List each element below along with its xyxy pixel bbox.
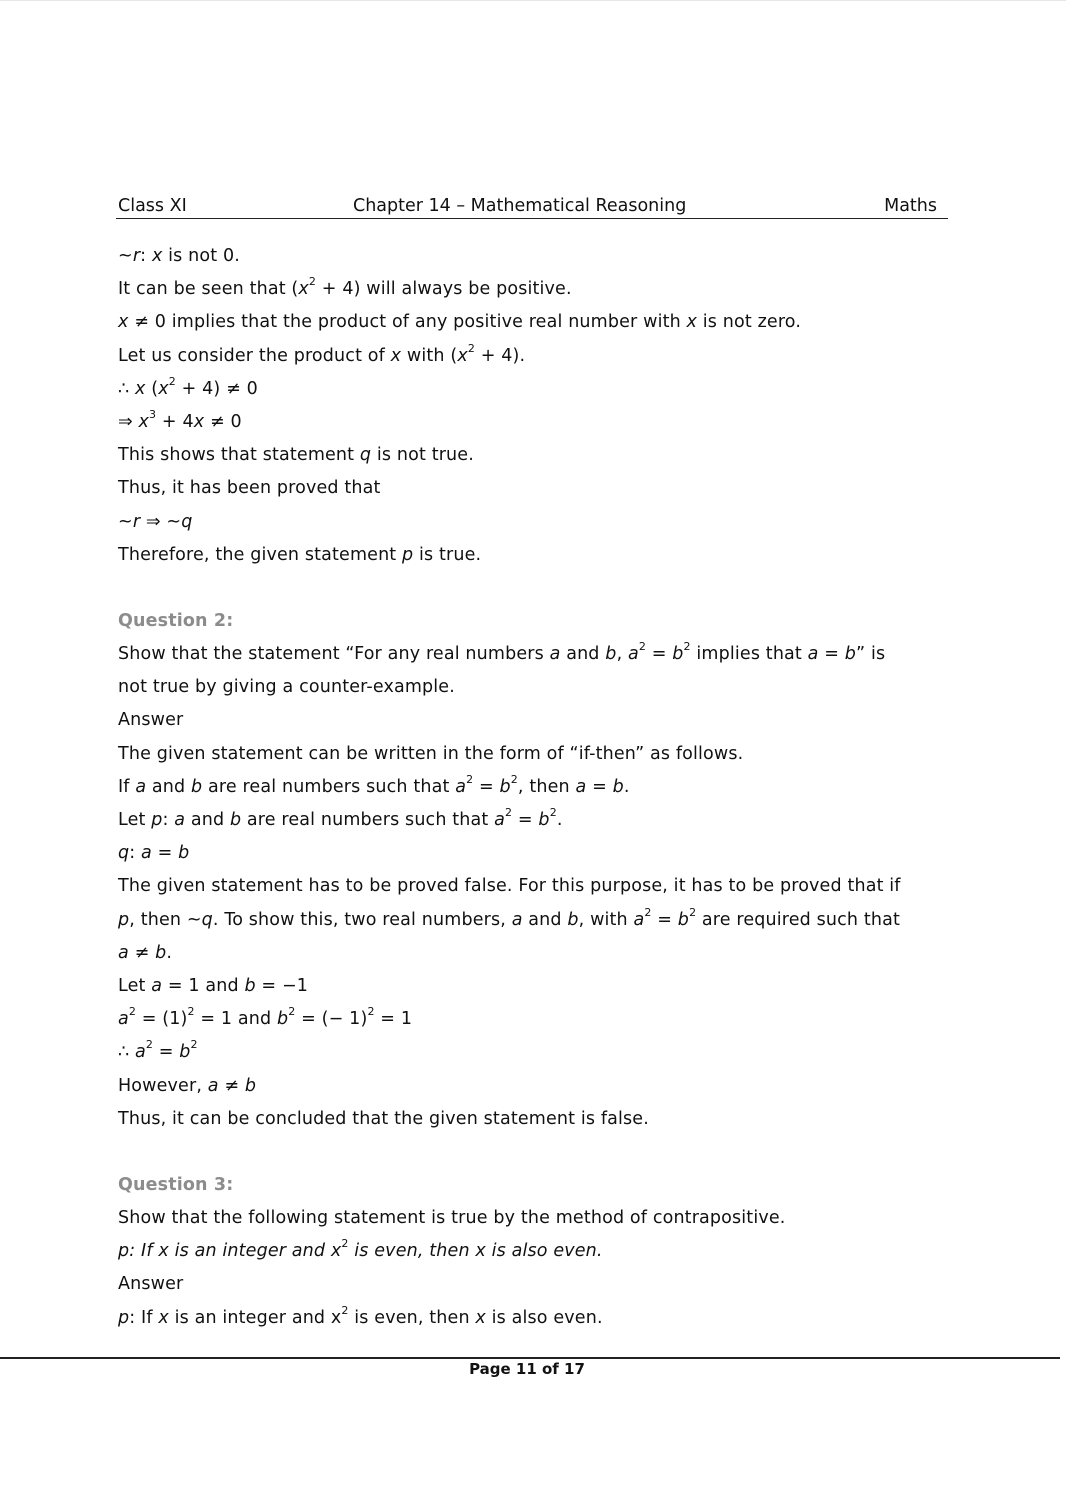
question-3-heading: Question 3: <box>118 1174 234 1195</box>
question-2-text: Show that the statement “For any real numbers a and b, $a^2 = b^2$ implies that a = b” is <box>118 640 886 665</box>
footer-rule <box>0 1357 1060 1359</box>
text-line: If a and b are real numbers such that $a^2 = b^2$, then a = b. <box>118 772 630 797</box>
text-line: Let us consider the product of x with $(x^2 + 4)$. <box>118 341 526 366</box>
question-3-statement: p: If x is an integer and $x^2$ is even, then x is also even. <box>118 1237 603 1262</box>
text-line: q: a = b <box>118 843 190 864</box>
question-2-heading: Question 2: <box>118 610 234 631</box>
text-line: However, a ≠ b <box>118 1075 257 1096</box>
text-line: p, then ~q. To show this, two real numbers, a and b, with $a^2 = b^2$ are required such that <box>118 905 901 930</box>
text-line: Thus, it can be concluded that the given statement is false. <box>118 1108 649 1129</box>
page-number: Page 11 of 17 <box>469 1360 585 1378</box>
equation-line: ~r ⇒ ~q <box>118 511 193 532</box>
question-2-text: not true by giving a counter-example. <box>118 677 455 698</box>
equation-line: ∴ $a^2 = b^2$ <box>118 1038 198 1063</box>
text-line: x ≠ 0 implies that the product of any positive real number with x is not zero. <box>118 312 802 333</box>
header-class: Class XI <box>118 196 187 216</box>
page-header <box>116 196 948 219</box>
text-line: The given statement can be written in the form of “if-then” as follows. <box>118 743 744 764</box>
text-line: p: If x is an integer and $x^2$ is even, then x is also even. <box>118 1303 603 1328</box>
answer-label: Answer <box>118 1274 184 1295</box>
equation-line: ⇒ $x^3 + 4x \ne 0$ <box>118 408 242 432</box>
text-line: a ≠ b. <box>118 942 173 963</box>
text-line: Thus, it has been proved that <box>118 478 381 499</box>
top-rule <box>0 0 1066 1</box>
text-line: ~r: x is not 0. <box>118 246 240 266</box>
text-line: The given statement has to be proved false. For this purpose, it has to be proved that if <box>118 876 901 897</box>
answer-label: Answer <box>118 710 184 731</box>
header-chapter: Chapter 14 – Mathematical Reasoning <box>353 196 687 216</box>
equation-line: $a^2 = (1)^2 = 1$ and $b^2$ = (− 1)$^2$ = 1 <box>118 1005 413 1030</box>
text-line: Therefore, the given statement p is true. <box>118 544 482 565</box>
header-subject: Maths <box>884 196 937 216</box>
text-line: It can be seen that $(x^2 + 4)$ will always be positive. <box>118 275 572 300</box>
equation-line: ∴ x $(x^2 + 4) \ne 0$ <box>118 374 258 399</box>
text-line: This shows that statement q is not true. <box>118 445 474 466</box>
page-content <box>118 240 948 1335</box>
text-line: Let a = 1 and b = −1 <box>118 975 309 996</box>
text-line: Let p: a and b are real numbers such that $a^2 = b^2$. <box>118 806 563 830</box>
question-3-text: Show that the following statement is true by the method of contrapositive. <box>118 1208 786 1229</box>
